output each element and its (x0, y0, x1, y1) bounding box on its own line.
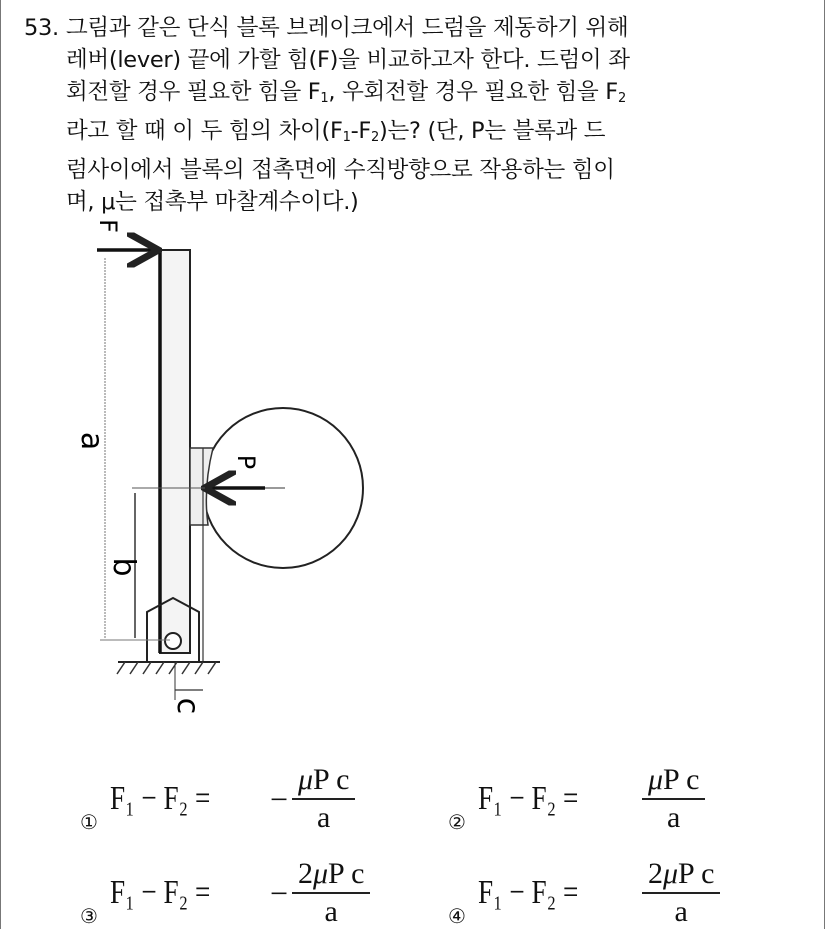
question-line: 레버(lever) 끝에 가할 힘(F)을 비교하고자 한다. 드럼이 좌 (66, 47, 630, 73)
option-4[interactable]: ④ F₁ − F₂ = $\frac{\text{2μP c}}{a}$ (448, 856, 720, 930)
option-1[interactable]: ① F₁ − F₂ = − $\frac{\text{μP c}}{a}$ (80, 762, 355, 836)
pivot-pin (165, 633, 181, 649)
option-2[interactable]: ② F₁ − F₂ = $\frac{\text{μP c}}{a}$ (448, 762, 705, 836)
question-line: 회전할 경우 필요한 힘을 $F_1$, 우회전할 경우 필요한 힘을 $F_2$ (66, 79, 626, 106)
question-line: 53. 그림과 같은 단식 블록 브레이크에서 드럼을 제동하기 위해 (24, 12, 630, 44)
question-number: 53. (24, 15, 59, 41)
question-line: 럼사이에서 블록의 접촉면에 수직방향으로 작용하는 힘이 (66, 157, 615, 183)
fraction: $\frac{\text{2μP c}}{a}$ (642, 856, 720, 930)
force-p-label: P (232, 454, 260, 470)
fraction: $\frac{\text{2μP c}}{a}$ (292, 856, 370, 930)
fraction: $\frac{\text{μP c}}{a}$ (642, 762, 705, 836)
question-line: 며, μ는 접촉부 마찰계수이다.) (66, 189, 359, 215)
dimension-a-label: a (74, 431, 109, 451)
fraction: $\frac{\text{μP c}}{a}$ (292, 762, 355, 836)
option-3[interactable]: ③ F₁ − F₂ = − $\frac{\text{2μP c}}{a}$ (80, 856, 370, 930)
force-f-label: F (94, 219, 122, 233)
question-line: 라고 할 때 이 두 힘의 차이$(F_1-F_2)$는? (단, P는 블록과 드 (66, 118, 606, 145)
lever (160, 250, 190, 653)
dimension-c-label: c (170, 697, 205, 715)
dimension-b-label: b (106, 557, 141, 577)
